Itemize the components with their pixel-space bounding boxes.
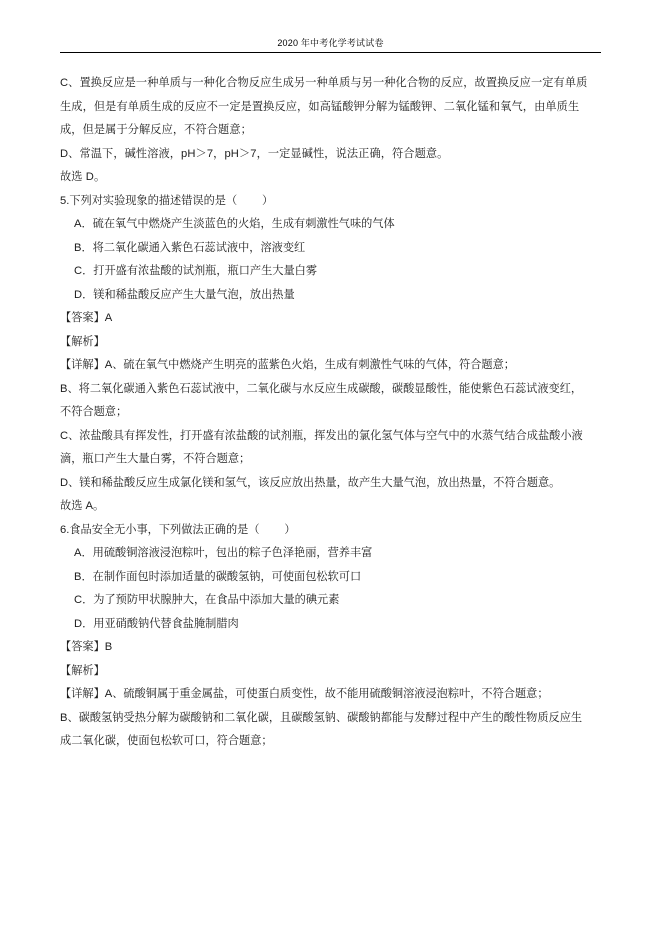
paragraph-q4-answer: 故选 D。 (60, 171, 106, 183)
question-6-stem: 6.食品安全无小事，下列做法正确的是（ ） (60, 523, 296, 536)
question-6-answer: 【答案】B (60, 641, 113, 653)
question-6-option-c: C．为了预防甲状腺肿大，在食品中添加大量的碘元素 (74, 594, 340, 606)
question-5-detail-line6: D、镁和稀盐酸反应生成氯化镁和氢气，该反应放出热量，故产生大量气泡，放出热量，不符合题意。 (60, 476, 561, 489)
question-6-option-b: B．在制作面包时添加适量的碳酸氢钠，可使面包松软可口 (74, 570, 362, 583)
question-5-analysis-label: 【解析】 (60, 335, 105, 348)
question-5-option-d: D．镁和稀盐酸反应产生大量气泡，放出热量 (74, 288, 295, 301)
paragraph-q4-c-line3: 成，但是属于分解反应，不符合题意； (60, 124, 252, 136)
question-6-analysis-label: 【解析】 (60, 664, 105, 677)
question-5-option-c: C．打开盛有浓盐酸的试剂瓶，瓶口产生大量白雾 (74, 265, 318, 277)
question-6-detail-line3: 成二氧化碳，使面包松软可口，符合题意； (60, 735, 273, 747)
question-5-detail-line4: C、浓盐酸具有挥发性，打开盛有浓盐酸的试剂瓶，挥发出的氯化氢气体与空气中的水蒸气结合成盐酸小液 (60, 429, 583, 442)
paragraph-q4-d: D、常温下，碱性溶液，pH＞7，pH＞7，一定显碱性，说法正确，符合题意。 (60, 147, 449, 160)
question-5-detail-line5: 滴，瓶口产生大量白雾，不符合题意； (60, 453, 251, 465)
question-5-option-a: A．硫在氧气中燃烧产生淡蓝色的火焰，生成有刺激性气味的气体 (74, 218, 395, 230)
document-body (60, 72, 605, 754)
paragraph-q4-c-line1: C、置换反应是一种单质与一种化合物反应生成另一种单质与另一种化合物的反应，故置换反应一定有单质 (60, 77, 588, 89)
question-5-option-b: B．将二氧化碳通入紫色石蕊试液中，溶液变红 (74, 241, 306, 254)
header-divider (60, 52, 601, 53)
page-header: 2020 年中考化学考试试卷 (277, 38, 384, 48)
question-5-detail-line7: 故选 A。 (60, 500, 105, 512)
question-6-option-a: A．用硫酸铜溶液浸泡粽叶，包出的粽子色泽艳丽，营养丰富 (74, 547, 373, 559)
question-5-stem: 5.下列对实验现象的描述错误的是（ ） (60, 194, 274, 207)
question-6-detail-line1: 【详解】A、硫酸铜属于重金属盐，可使蛋白质变性，故不能用硫酸铜溶液浸泡粽叶，不符合题意； (60, 688, 549, 700)
question-6-detail-line2: B、碳酸氢钠受热分解为碳酸钠和二氧化碳，且碳酸氢钠、碳酸钠都能与发酵过程中产生的酸性物质反应生 (60, 711, 583, 724)
question-5-detail-line2: B、将二氧化碳通入紫色石蕊试液中，二氧化碳与水反应生成碳酸，碳酸显酸性，能使紫色石蕊试液变红， (60, 382, 583, 395)
question-6-option-d: D．用亚硝酸钠代替食盐腌制腊肉 (74, 617, 239, 630)
question-5-detail-line3: 不符合题意； (60, 406, 128, 418)
paragraph-q4-c-line2: 生成，但是有单质生成的反应不一定是置换反应，如高锰酸钾分解为锰酸钾、二氧化锰和氧气，由单质生 (60, 100, 580, 113)
question-5-answer: 【答案】A (60, 312, 113, 324)
question-5-detail-line1: 【详解】A、硫在氧气中燃烧产生明亮的蓝紫色火焰，生成有刺激性气味的气体，符合题意； (60, 359, 515, 371)
